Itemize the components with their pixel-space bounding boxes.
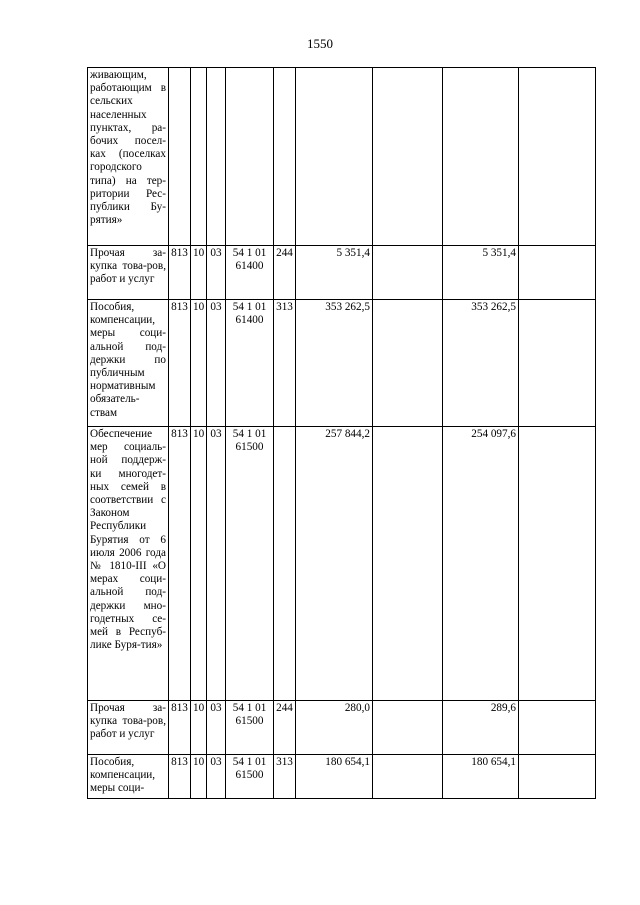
row-sum1-cell: 180 654,1 (296, 755, 373, 799)
row-ved-cell: 813 (169, 755, 191, 799)
row-empty-cell (373, 246, 443, 300)
table-row (88, 68, 596, 246)
row-vr-cell (274, 68, 296, 246)
row-ved-cell: 813 (169, 300, 191, 427)
row-empty-cell (373, 701, 443, 755)
table-row (88, 427, 596, 701)
row-sum1-cell: 280,0 (296, 701, 373, 755)
row-name-cell: Обеспечение мер социаль-ной поддерж-ки многодет-ных семей в соответствии с Законом Республики Бурятия от 6 июля 2006 года № 1810-III «О мерах соци-альной под-держки мно-годетных се-мей в Респуб-лике Буря-тия» (88, 427, 169, 701)
row-empty-cell (519, 427, 596, 701)
row-sum1-cell: 353 262,5 (296, 300, 373, 427)
row-empty-cell (519, 300, 596, 427)
row-name-cell: Пособия, компенсации, меры соци- (88, 755, 169, 799)
row-ved-cell: 813 (169, 701, 191, 755)
row-sum2-cell (443, 68, 519, 246)
row-csr-cell: 54 1 01 61500 (226, 427, 274, 701)
row-vr-cell: 244 (274, 246, 296, 300)
row-name-cell: Прочая за-купка това-ров, работ и услуг (88, 246, 169, 300)
row-vr-cell: 313 (274, 300, 296, 427)
table-row (88, 300, 596, 427)
row-pr-cell (207, 68, 226, 246)
row-sum1-cell: 257 844,2 (296, 427, 373, 701)
row-rz-cell: 10 (191, 701, 207, 755)
row-ved-cell: 813 (169, 427, 191, 701)
row-csr-cell: 54 1 01 61500 (226, 755, 274, 799)
row-empty-cell (519, 755, 596, 799)
row-ved-cell: 813 (169, 246, 191, 300)
row-sum2-cell: 180 654,1 (443, 755, 519, 799)
row-pr-cell: 03 (207, 300, 226, 427)
row-sum2-cell: 254 097,6 (443, 427, 519, 701)
row-pr-cell: 03 (207, 427, 226, 701)
table-row (88, 755, 596, 799)
row-empty-cell (373, 300, 443, 427)
row-empty-cell (373, 427, 443, 701)
row-rz-cell: 10 (191, 427, 207, 701)
row-name-cell: Прочая за-купка това-ров, работ и услуг (88, 701, 169, 755)
row-name-cell: живающим, работающим в сельских населенных пунктах, ра-бочих посел-ках (поселках городского типа) на тер-ритории Рес-публики Бу-рятия» (88, 68, 169, 246)
row-ved-cell (169, 68, 191, 246)
row-empty-cell (519, 701, 596, 755)
table-row (88, 246, 596, 300)
row-empty-cell (373, 755, 443, 799)
row-empty-cell (373, 68, 443, 246)
row-sum1-cell: 5 351,4 (296, 246, 373, 300)
row-csr-cell: 54 1 01 61400 (226, 300, 274, 427)
row-sum1-cell (296, 68, 373, 246)
row-pr-cell: 03 (207, 701, 226, 755)
row-name-cell: Пособия, компенсации, меры соци-альной под-держки по публичным нормативным обязатель-ствам (88, 300, 169, 427)
row-csr-cell: 54 1 01 61500 (226, 701, 274, 755)
row-pr-cell: 03 (207, 755, 226, 799)
row-csr-cell (226, 68, 274, 246)
row-rz-cell (191, 68, 207, 246)
page-number: 1550 (307, 36, 333, 51)
row-empty-cell (519, 68, 596, 246)
row-vr-cell (274, 427, 296, 701)
row-vr-cell: 313 (274, 755, 296, 799)
row-rz-cell: 10 (191, 300, 207, 427)
row-sum2-cell: 353 262,5 (443, 300, 519, 427)
row-rz-cell: 10 (191, 246, 207, 300)
row-vr-cell: 244 (274, 701, 296, 755)
row-pr-cell: 03 (207, 246, 226, 300)
row-sum2-cell: 289,6 (443, 701, 519, 755)
row-rz-cell: 10 (191, 755, 207, 799)
table-row (88, 701, 596, 755)
budget-table (87, 67, 596, 799)
row-sum2-cell: 5 351,4 (443, 246, 519, 300)
row-csr-cell: 54 1 01 61400 (226, 246, 274, 300)
row-empty-cell (519, 246, 596, 300)
